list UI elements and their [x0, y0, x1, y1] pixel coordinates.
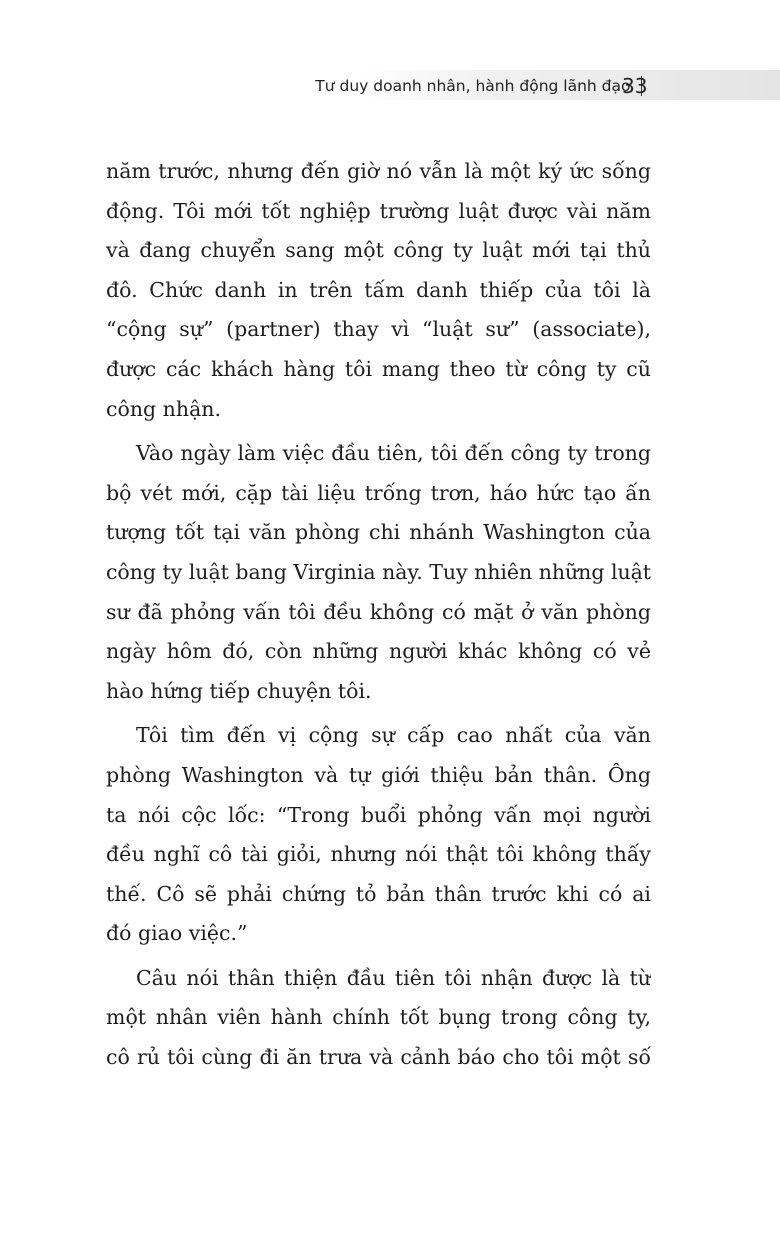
paragraph — [106, 716, 651, 954]
text-line: Vào ngày làm việc đầu tiên, tôi đến công ty trong — [136, 441, 651, 466]
text-line: Tôi tìm đến vị cộng sự cấp cao nhất của văn — [136, 723, 651, 748]
text-line: thế. Cô sẽ phải chứng tỏ bản thân trước khi có ai — [106, 881, 651, 906]
text-line: phòng Washington và tự giới thiệu bản thân. Ông — [106, 762, 651, 787]
text-line: công nhận. — [106, 396, 222, 421]
page-number: 33 — [622, 74, 648, 98]
text-line: và đang chuyển sang một công ty luật mới tại thủ — [106, 238, 651, 263]
text-line: một nhân viên hành chính tốt bụng trong công ty, — [106, 1005, 651, 1030]
running-header — [315, 73, 652, 99]
text-line: công ty luật bang Virginia này. Tuy nhiên những luật — [106, 559, 651, 584]
text-line: đó giao việc.” — [106, 921, 248, 946]
text-line: “cộng sự” (partner) thay vì “luật sư” (associate), — [106, 317, 651, 342]
text-line: cô rủ tôi cùng đi ăn trưa và cảnh báo cho tôi một số — [106, 1045, 651, 1070]
paragraph — [106, 434, 651, 711]
text-line: được các khách hàng tôi mang theo từ công ty cũ — [106, 356, 651, 381]
text-line: tượng tốt tại văn phòng chi nhánh Washington của — [106, 520, 651, 545]
text-line: Câu nói thân thiện đầu tiên tôi nhận được là từ — [136, 965, 651, 990]
text-line: bộ vét mới, cặp tài liệu trống trơn, háo hức tạo ấn — [106, 480, 651, 505]
text-line: đô. Chức danh in trên tấm danh thiếp của tôi là — [106, 277, 651, 302]
text-line: sư đã phỏng vấn tôi đều không có mặt ở văn phòng — [106, 599, 651, 624]
text-line: ta nói cộc lốc: “Trong buổi phỏng vấn mọi người — [106, 802, 651, 827]
text-line: hào hứng tiếp chuyện tôi. — [106, 678, 372, 703]
paragraph — [106, 959, 651, 1078]
text-line: đều nghĩ cô tài giỏi, nhưng nói thật tôi không thấy — [106, 842, 651, 867]
text-line: ngày hôm đó, còn những người khác không có vẻ — [106, 639, 651, 664]
running-header-title: Tư duy doanh nhân, hành động lãnh đạo — [315, 77, 631, 95]
paragraph — [106, 152, 651, 429]
text-line: năm trước, nhưng đến giờ nó vẫn là một ký ức sống — [106, 159, 651, 183]
body-text — [106, 152, 651, 1083]
text-line: động. Tôi mới tốt nghiệp trường luật được vài năm — [106, 198, 651, 223]
